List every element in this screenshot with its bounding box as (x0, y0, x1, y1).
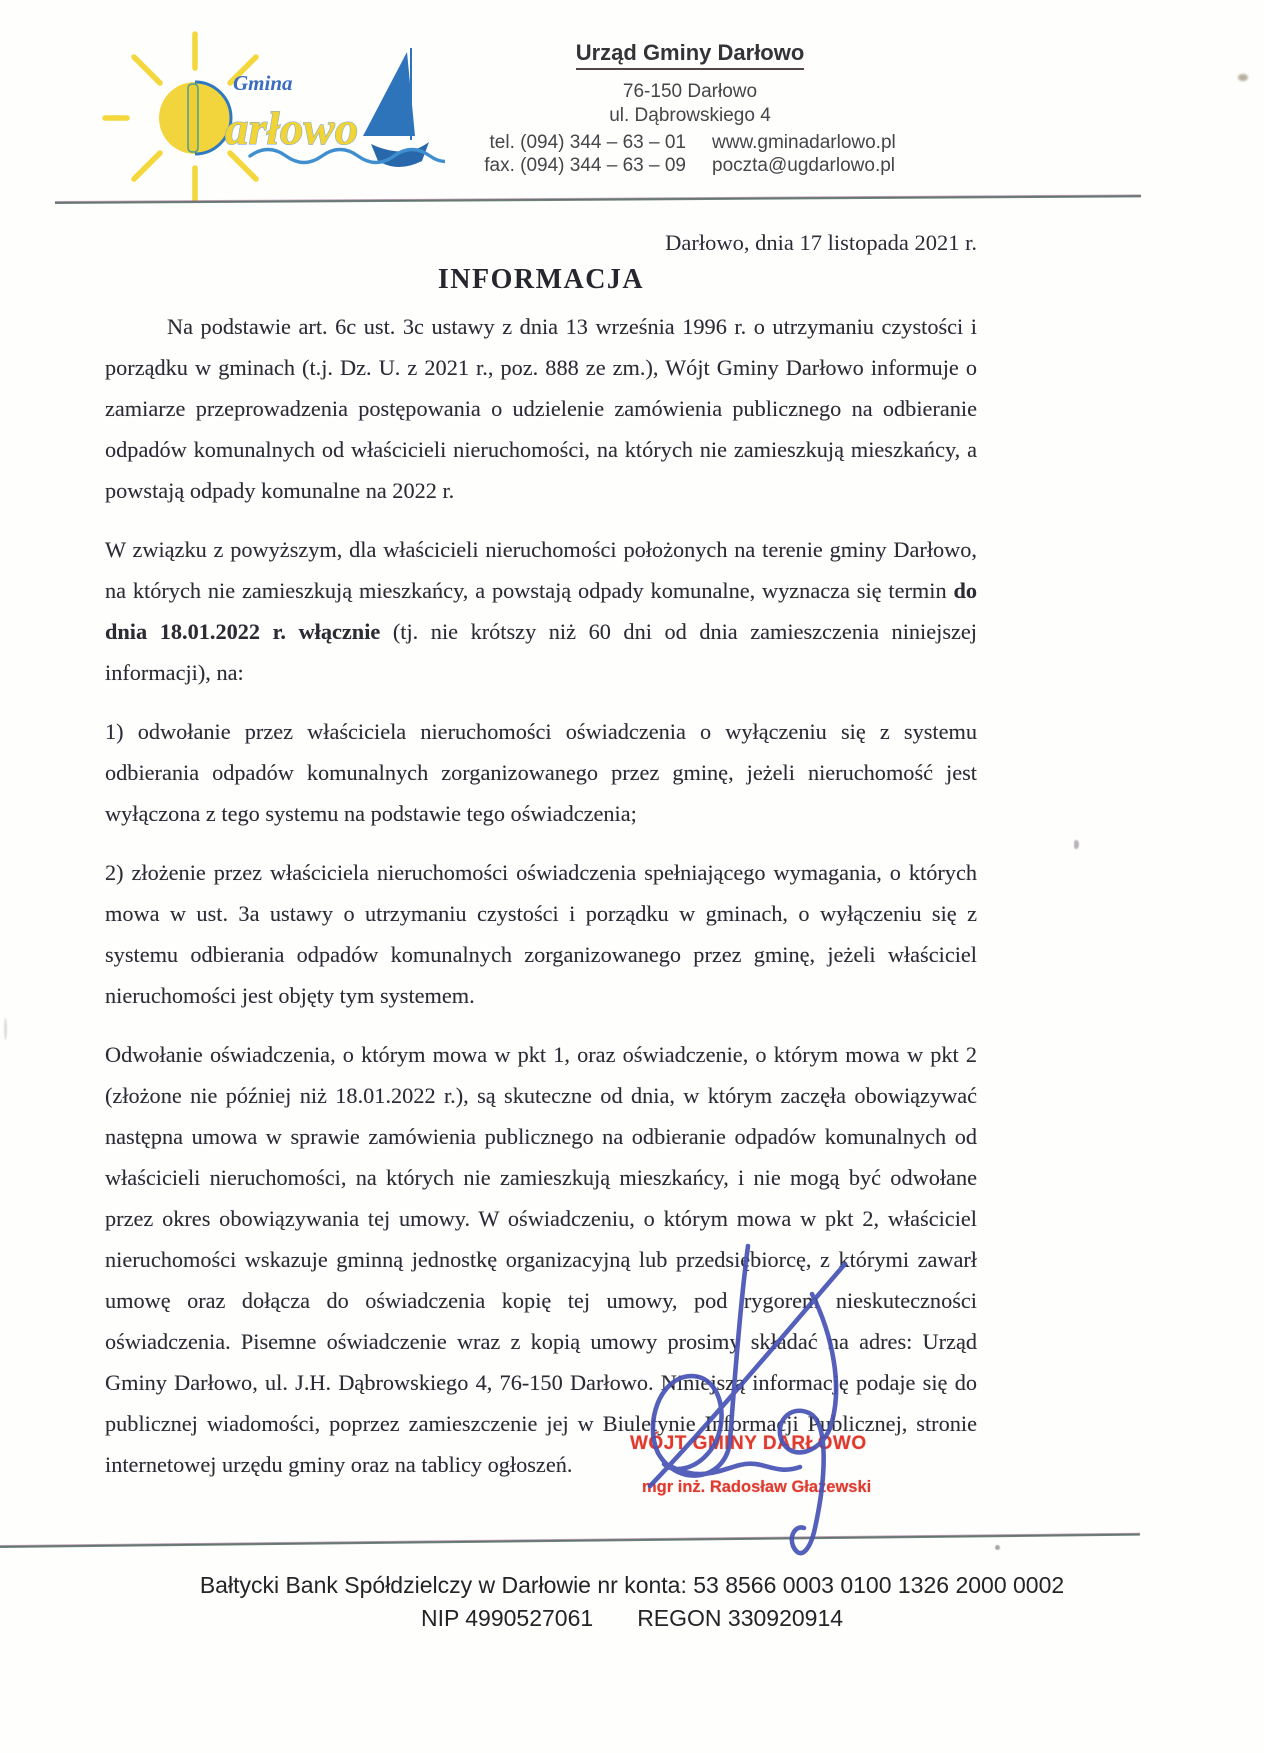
contact-grid (470, 132, 910, 177)
scan-artifact (4, 1018, 7, 1040)
paragraph-legal-basis: Na podstawie art. 6c ust. 3c ustawy z dnia 13 września 1996 r. o utrzymaniu czystości i porządku w gminach (t.j. Dz. U. z 2021 r., poz. 888 ze zm.), Wójt Gminy Darłowo informuje o zamiarze przeprowadzenia postępowania o udzielenie zamówienia publicznego na odbieranie odpadów komunalnych od właścicieli nieruchomości, na których nie zamieszkują mieszkańcy, a powstają odpady komunalne na 2022 r. (105, 314, 977, 503)
deadline-text-pre: W związku z powyższym, dla właścicieli nieruchomości położonych na terenie gminy Darłowo, na których nie zamieszkują mieszkańcy, a powstają odpady komunalne, wyznacza się termin (105, 537, 977, 603)
scan-artifact (995, 1545, 1000, 1550)
stamp-office-title: WÓJT GMINY DARŁOWO (630, 1433, 867, 1454)
stamp-person-name: mgr inż. Radosław Głażewski (642, 1478, 872, 1496)
scan-artifact (1238, 74, 1248, 81)
scan-artifact (1074, 840, 1079, 849)
letter-d-stem (188, 84, 198, 152)
regon-text: REGON 330920914 (637, 1605, 844, 1631)
gmina-darlowo-logo (85, 28, 445, 208)
document-title: INFORMACJA (437, 264, 645, 295)
paragraph-deadline (105, 529, 977, 693)
paragraph-closing: Odwołanie oświadczenia, o którym mowa w pkt 1, oraz oświadczenie, o którym mowa w pkt 2 (złożone nie później niż 18.01.2022 r.), są skuteczne od dnia, w którym zaczęła obowiązywać następna umowa w sprawie zamówienia publicznego na odbieranie odpadów komunalnych od właścicieli nieruchomości, na których nie zamieszkują mieszkańcy, i nie mogą być odwołane przez okres obowiązywania tej umowy. W oświadczeniu, o którym mowa w pkt 2, właściciel nieruchomości wskazuje gminną jednostkę organizacyjną lub przedsiębiorcę, z którymi zawarł umowę oraz dołącza do oświadczenia kopię tej umowy, pod rygorem nieskuteczności oświadczenia. Pisemne oświadczenie wraz z kopią umowy prosimy składać na adres: Urząd Gminy Darłowo, ul. J.H. Dąbrowskiego 4, 76-150 Darłowo. Niniejszą informację podaje się do publicznej wiadomości, poprzez zamieszczenie jej w Biuletynie Informacji Publicznej, stronie internetowej urzędu gminy oraz na tablicy ogłoszeń. (105, 1042, 977, 1477)
street-line: ul. Dąbrowskiego 4 (609, 105, 771, 126)
website-text: www.gminadarlowo.pl (712, 132, 896, 153)
handwritten-signature (612, 1236, 872, 1574)
logo-darlowo-text: arłowo (225, 103, 359, 155)
postal-city-line: 76-150 Darłowo (622, 81, 758, 102)
email-text: poczta@ugdarlowo.pl (712, 155, 896, 176)
deadline-text-post: (tj. nie krótszy niż 60 dni od dnia zamieszczenia niniejszej informacji), na: (105, 619, 977, 685)
date-line: Darłowo, dnia 17 listopada 2021 r. (665, 230, 977, 255)
nip-text: NIP 4990527061 (420, 1605, 594, 1631)
bank-account-line: Bałtycki Bank Spółdzielczy w Darłowie nr konta: 53 8566 0003 0100 1326 2000 0002 (199, 1572, 1065, 1598)
logo-gmina-text: Gmina (233, 71, 293, 95)
list-item-2: 2) złożenie przez właściciela nieruchomości oświadczenia spełniającego wymagania, o których mowa w ust. 3a ustawy o utrzymaniu czystości i porządku w gminach, o wyłączeniu się z systemu odbierania odpadów komunalnych zorganizowanego przez gminę, jeżeli właściciel nieruchomości jest objęty tym systemem. (105, 860, 977, 1008)
deadline-date-bold: do dnia 18.01.2022 r. włącznie (105, 578, 977, 644)
fax-number: fax. (094) 344 – 63 – 09 (484, 155, 686, 176)
nip-regon-line (0, 1605, 1264, 1632)
letterhead-contact-block (470, 40, 910, 177)
signature-scribble (653, 1246, 748, 1476)
footer-divider (0, 1533, 1140, 1548)
phone-number: tel. (094) 344 – 63 – 01 (489, 132, 686, 153)
office-name: Urząd Gminy Darłowo (576, 40, 805, 70)
list-item-1: 1) odwołanie przez właściciela nieruchomości oświadczenia o wyłączeniu się z systemu odbierania odpadów komunalnych zorganizowanego przez gminę, jeżeli nieruchomość jest wyłączona z tego systemu na podstawie tego oświadczenia; (105, 719, 977, 826)
